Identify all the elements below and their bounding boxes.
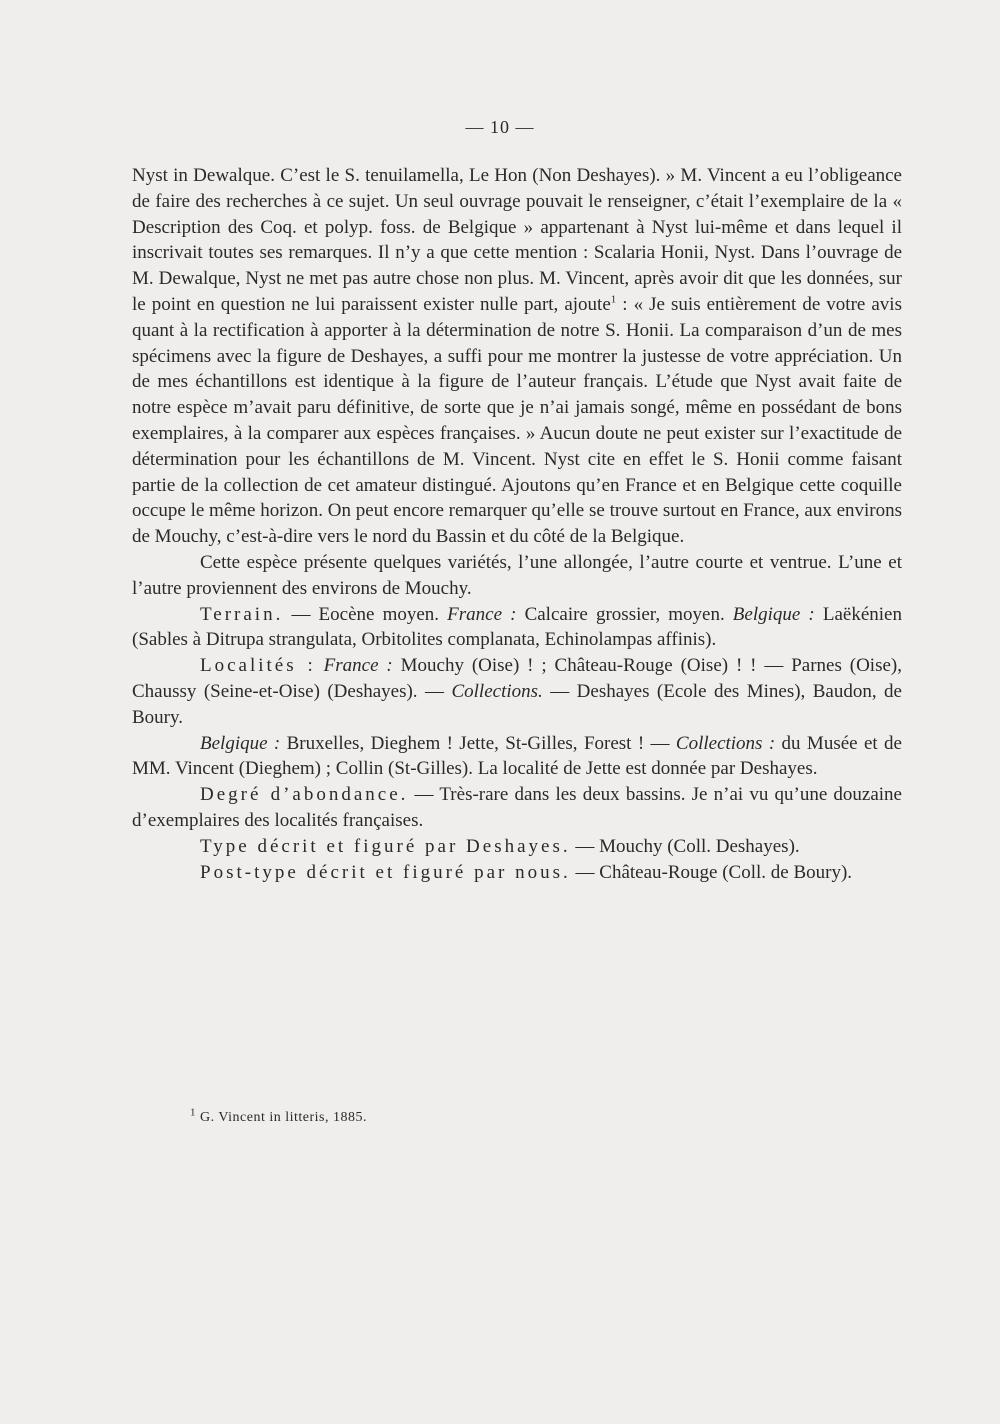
type-paragraph xyxy=(132,834,902,860)
terrain-label: Terrain. xyxy=(200,603,284,625)
localites-collections: Collections. xyxy=(451,680,543,702)
post-type-label: Post-type décrit et figuré par nous. xyxy=(200,861,571,883)
belgique-collections: Collections : xyxy=(675,732,776,754)
varietes-paragraph: Cette espèce présente quelques variétés, l’une allongée, l’autre courte et ventrue. L’une et l’autre proviennent des environs de Mouchy. xyxy=(132,551,902,599)
belgique-text-a: Bruxelles, Dieghem ! Jette, St-Gilles, Forest ! — xyxy=(280,732,676,754)
localites-text-b: — Deshayes (Ecole des Mines), Baudon, de Boury. xyxy=(132,680,902,728)
footnote-mark: 1 xyxy=(190,1106,196,1119)
terrain-paragraph xyxy=(132,602,902,654)
localites-label: Localités : xyxy=(200,655,316,677)
belgique-text-b: du Musée et de MM. Vincent (Dieghem) ; Collin (St-Gilles). La localité de Jette est donnée par Deshayes. xyxy=(132,732,902,780)
terrain-belgique: Belgique : xyxy=(732,603,815,625)
terrain-text-b: Calcaire grossier, moyen. xyxy=(516,603,733,625)
type-text: — Mouchy (Coll. Deshayes). xyxy=(570,835,800,857)
localites-text-a: Mouchy (Oise) ! ; Château-Rouge (Oise) ! ! — Parnes (Oise), Chaussy (Seine-et-Oise) (Deshayes). — xyxy=(132,655,902,702)
footnote-text: G. Vincent in litteris, 1885. xyxy=(196,1110,367,1125)
page-number: — 10 — xyxy=(465,117,535,137)
abondance-paragraph xyxy=(132,782,902,834)
terrain-france: France : xyxy=(447,603,517,625)
continuation-text-a: Nyst in Dewalque. C’est le S. tenuilamella, Le Hon (Non Deshayes). » M. Vincent a eu l’obligeance de faire des recherches à ce sujet. Un seul ouvrage pouvait le renseigner, c’était l’exemplaire de la « Description des Coq. et polyp. foss. de Belgique » appartenant à Nyst lui-même et dans lequel il inscrivait toutes ses remarques. Il n’y a que cette mention : Scalaria Honii, Nyst. Dans l’ouvrage de M. Dewalque, Nyst ne met pas autre chose non plus. M. Vincent, après avoir dit que les données, sur le point en question ne lui paraissent exister nulle part, ajoute xyxy=(132,165,902,315)
localites-france: France : xyxy=(323,655,393,677)
belgique-label: Belgique : xyxy=(200,732,281,754)
post-type-paragraph xyxy=(132,860,902,886)
continuation-text-b: : « Je suis entièrement de votre avis quant à la rectification à apporter à la détermination de notre S. Honii. La comparaison d’un de mes spécimens avec la figure de Deshayes, a suffi pour me montrer la justesse de votre appréciation. Un de mes échantillons est identique à la figure de l’auteur français. L’étude que Nyst avait faite de notre espèce m’avait paru définitive, de sorte que je n’ai jamais songé, même en possédant de bons exemplaires, à la comparer aux espèces françaises. » Aucun doute ne peut exister sur l’exactitude de détermination pour les échantillons de M. Vincent. Nyst cite en effet le S. Honii comme faisant partie de la collection de cet amateur distingué. Ajoutons qu’en France et en Belgique cette coquille occupe le même horizon. On peut encore remarquer qu’elle se trouve surtout en France, aux environs de Mouchy, c’est-à-dire vers le nord du Bassin et du côté de la Belgique. xyxy=(132,293,902,548)
type-label: Type décrit et figuré par Deshayes. xyxy=(200,835,571,857)
post-type-text: — Château-Rouge (Coll. de Boury). xyxy=(570,861,853,883)
footnote xyxy=(190,1106,367,1126)
footnote-reference: 1 xyxy=(610,293,617,306)
abondance-label: Degré d’abondance. xyxy=(200,784,409,806)
body-text xyxy=(132,163,902,885)
continuation-paragraph xyxy=(132,163,902,550)
localites-paragraph xyxy=(132,653,902,730)
abondance-text: — Très-rare dans les deux bassins. Je n’ai vu qu’une douzaine d’exemplaires des localités françaises. xyxy=(132,784,902,831)
terrain-text-c: Laëkénien (Sables à Ditrupa strangulata, Orbitolites complanata, Echinolampas affinis). xyxy=(132,603,902,651)
belgique-localites-paragraph xyxy=(132,731,902,783)
terrain-text-a: — Eocène moyen. xyxy=(283,603,448,625)
